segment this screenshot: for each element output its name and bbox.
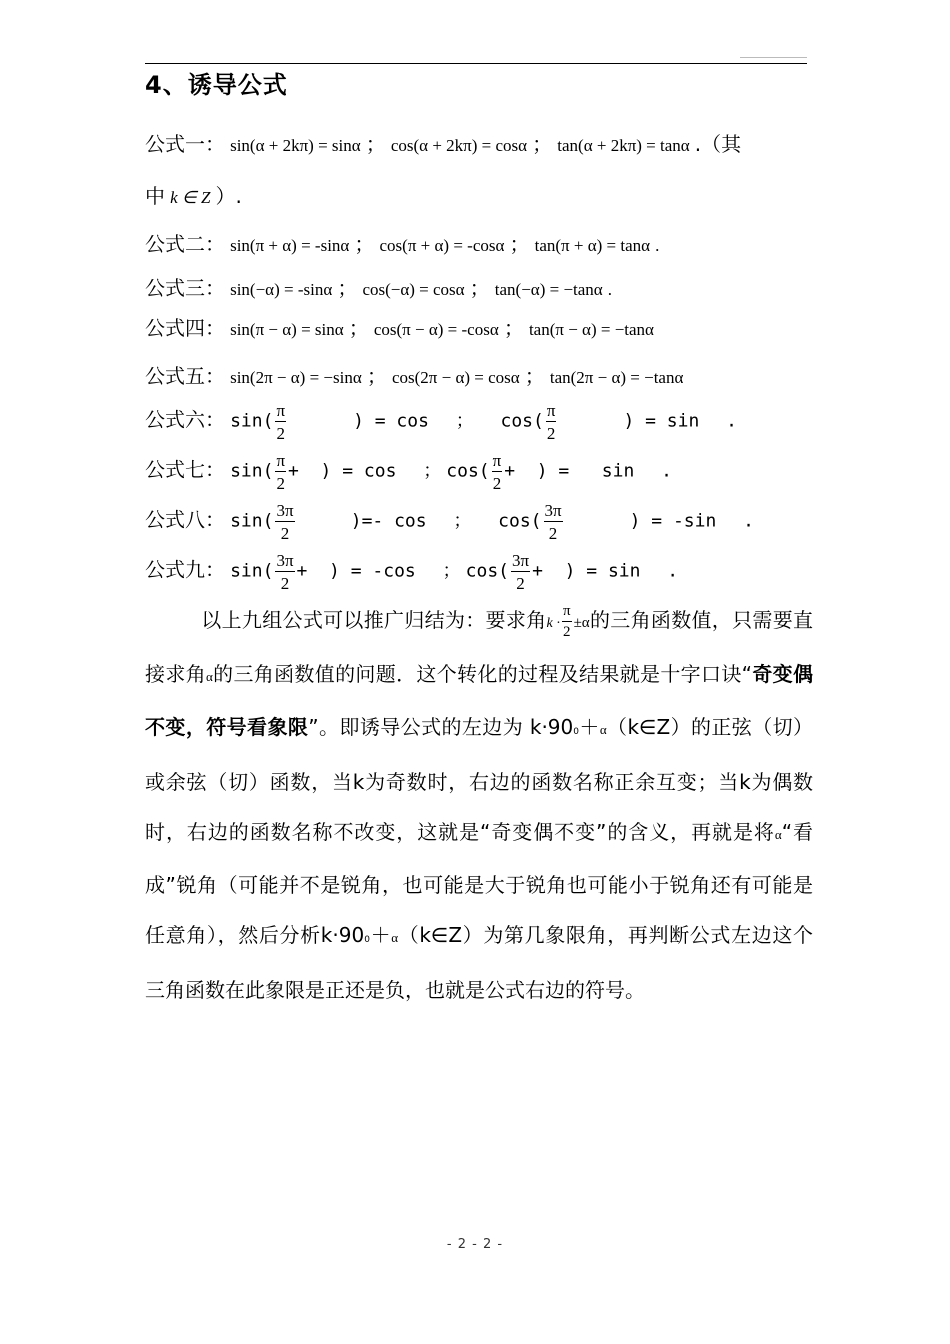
- degree-mark: 0: [573, 727, 579, 737]
- formula-4-sin: sin(π − α) = sinα: [230, 320, 344, 339]
- formula-1-cos: cos(α + 2kπ) = cosα: [390, 136, 528, 155]
- separator: ；: [431, 510, 494, 532]
- fraction-denominator: 2: [548, 524, 558, 543]
- paragraph-text: ＋: [579, 715, 600, 739]
- explanation-paragraph: [145, 595, 813, 1015]
- separator: ；: [348, 316, 369, 340]
- alpha-symbol: α: [774, 827, 782, 842]
- formula-3-tail: .: [607, 280, 613, 299]
- formula-6-b-fraction: [546, 402, 557, 442]
- paragraph-text: 的三角函数值的问题．这个转化的过程及结果就是十字口诀“: [212, 662, 753, 686]
- formula-6-a-post: ) = cos: [288, 410, 429, 432]
- fraction-denominator: 2: [563, 623, 571, 640]
- separator: ；: [365, 132, 386, 156]
- separator: ；: [503, 316, 524, 340]
- formula-8: [145, 502, 754, 542]
- formula-1-tan: tan(α + 2kπ) = tanα: [557, 136, 690, 155]
- paragraph-text: （k∈Z）的正弦（切）或余弦（切）函数，当k为奇数时，右边的函数名称正余互变；当k为偶数时，右边的函数名称不改变，这就是“奇变偶不变”的含义，再就是将: [145, 715, 814, 844]
- fraction-numerator: 3π: [276, 551, 294, 570]
- formula-8-a-pre: sin(: [230, 510, 274, 532]
- alpha-symbol: α: [205, 669, 213, 684]
- fraction-denominator: 2: [276, 424, 285, 443]
- formula-3-sin: sin(−α) = -sinα: [230, 280, 333, 299]
- formula-5-tan: tan(2π − α) = −tanα: [549, 368, 684, 387]
- formula-3-label: 公式三：: [145, 276, 225, 300]
- paragraph-text: ＋: [369, 923, 392, 947]
- formula-5-sin: sin(2π − α) = −sinα: [230, 368, 362, 387]
- formula-4-cos: cos(π − α) = -cosα: [373, 320, 499, 339]
- separator: ；: [401, 460, 442, 482]
- formula-5: [145, 360, 683, 389]
- alpha-symbol: α: [391, 930, 399, 945]
- formula-9-tail: .: [645, 560, 679, 582]
- formula-2: [145, 228, 659, 257]
- formula-3: [145, 272, 612, 301]
- formula-3-tan: tan(−α) = −tanα: [494, 280, 603, 299]
- fraction-denominator: 2: [492, 474, 502, 493]
- separator: ；: [434, 410, 496, 432]
- formula-1-tail: .（其: [694, 132, 742, 156]
- fraction-denominator: 2: [280, 574, 290, 593]
- fraction-numerator: π: [276, 451, 286, 470]
- formula-6-b-post: ) = sin: [558, 410, 700, 432]
- formula-4-label: 公式四：: [145, 316, 225, 340]
- fraction-numerator: π: [562, 604, 572, 622]
- page-footer: - 2 - 2 -: [446, 1237, 504, 1252]
- separator: ；: [509, 232, 530, 256]
- formula-1-sin: sin(α + 2kπ) = sinα: [230, 136, 361, 155]
- formula-7-a-pre: sin(: [230, 460, 274, 482]
- formula-2-cos: cos(π + α) = -cosα: [379, 236, 505, 255]
- fraction-numerator: 3π: [512, 551, 530, 570]
- paragraph-text: （k∈Z）为第几象限角，再判断公式左边这个三角函数在此象限是正还是负，也就是公式右边的符号。: [145, 923, 814, 1002]
- formula-9-a-post: + ) = -cos: [296, 560, 416, 582]
- formula-6-b-pre: cos(: [500, 410, 544, 432]
- formula-3-cos: cos(−α) = cosα: [362, 280, 465, 299]
- formula-6-a-fraction: [275, 402, 286, 442]
- formula-7-a-fraction: [275, 452, 286, 492]
- fraction-numerator: π: [276, 401, 286, 420]
- separator: ；: [337, 276, 358, 300]
- formula-7-b-post: + ) = sin: [504, 460, 635, 482]
- formula-7-tail: .: [639, 460, 672, 482]
- fraction-numerator: π: [492, 451, 502, 470]
- formula-1-k-in-z: k ∈ Z: [170, 188, 211, 207]
- formula-6-label: 公式六：: [145, 407, 225, 432]
- alpha-symbol: α: [599, 722, 607, 737]
- formula-8-tail: .: [721, 510, 754, 532]
- formula-6-a-pre: sin(: [230, 410, 274, 432]
- separator: ；: [469, 276, 490, 300]
- formula-1-cont-suffix: ）.: [215, 184, 242, 208]
- formula-9-label: 公式九：: [145, 557, 225, 582]
- plus-minus-alpha: ±α: [573, 615, 590, 631]
- formula-9-a-fraction: [275, 552, 294, 592]
- formula-9: [145, 552, 678, 592]
- formula-2-label: 公式二：: [145, 232, 225, 256]
- fraction-denominator: 2: [546, 424, 556, 443]
- separator: ；: [532, 132, 553, 156]
- formula-5-cos: cos(2π − α) = cosα: [391, 368, 520, 387]
- paragraph-text: 以上九组公式可以推广归结为：要求角: [201, 608, 547, 632]
- mnemonic-bold: 奇变偶不变，符号看象限: [145, 662, 813, 739]
- formula-8-a-post: )=- cos: [296, 510, 427, 532]
- formula-1-cont-prefix: 中: [145, 184, 165, 208]
- fraction-denominator: 2: [516, 574, 525, 593]
- fraction-numerator: 3π: [544, 501, 562, 520]
- formula-8-b-fraction: [544, 502, 563, 542]
- formula-1-continuation: [145, 180, 242, 209]
- formula-8-b-post: ) = -sin: [564, 510, 717, 532]
- formula-4-tan: tan(π − α) = −tanα: [528, 320, 654, 339]
- formula-2-tail: .: [655, 236, 660, 255]
- formula-9-b-fraction: [511, 552, 530, 592]
- formula-5-label: 公式五：: [145, 364, 225, 388]
- section-heading: 4、诱导公式: [145, 71, 288, 99]
- formula-2-tan: tan(π + α) = tanα: [534, 236, 651, 255]
- pi-over-2-fraction: [562, 604, 572, 640]
- formula-6-tail: .: [704, 410, 737, 432]
- formula-9-a-pre: sin(: [230, 560, 274, 582]
- fraction-denominator: 2: [280, 524, 290, 543]
- formula-7-label: 公式七：: [145, 457, 225, 482]
- header-rule: [145, 63, 807, 64]
- paragraph-text: “看成”锐角（可能并不是锐角，也可能是大于锐角也可能小于锐角还有可能是任意角），然后分析k·90: [145, 820, 813, 947]
- fraction-numerator: π: [546, 401, 556, 420]
- fraction-numerator: 3π: [276, 501, 294, 520]
- formula-2-sin: sin(π + α) = -sinα: [230, 236, 350, 255]
- separator: ；: [524, 364, 545, 388]
- formula-7-a-post: + ) = cos: [288, 460, 397, 482]
- k-dot-math: k ·: [546, 616, 560, 631]
- separator: ；: [354, 232, 375, 256]
- fraction-denominator: 2: [276, 474, 285, 493]
- formula-7: [145, 452, 672, 492]
- paragraph-text: 的三角函数值，只需要直接求角: [145, 608, 814, 686]
- formula-7-b-pre: cos(: [446, 460, 490, 482]
- formula-1: [145, 128, 741, 157]
- formula-9-b-pre: cos(: [465, 560, 509, 582]
- separator: ；: [420, 560, 461, 582]
- formula-8-b-pre: cos(: [498, 510, 542, 532]
- header-thin-rule: [740, 57, 807, 58]
- separator: ；: [366, 364, 387, 388]
- formula-8-a-fraction: [275, 502, 294, 542]
- formula-8-label: 公式八：: [145, 507, 225, 532]
- formula-6: [145, 402, 737, 442]
- formula-4: [145, 312, 654, 341]
- paragraph-text: ”。即诱导公式的左边为 k·90: [308, 715, 574, 739]
- formula-1-label: 公式一：: [145, 132, 225, 156]
- formula-7-b-fraction: [492, 452, 503, 492]
- formula-9-b-post: + ) = sin: [532, 560, 641, 582]
- degree-mark: 0: [364, 935, 370, 945]
